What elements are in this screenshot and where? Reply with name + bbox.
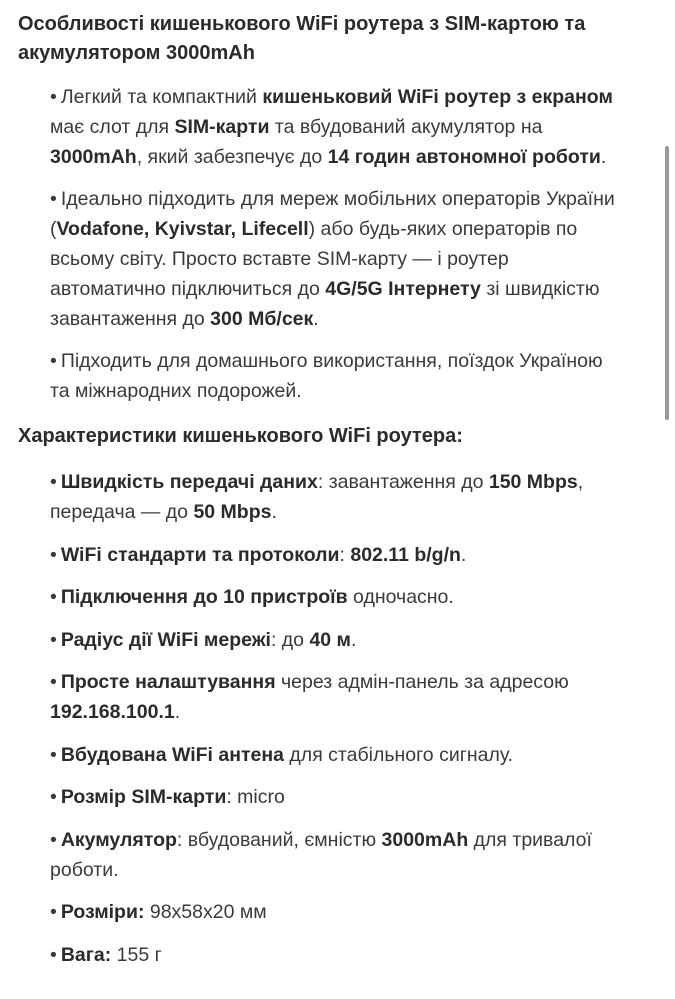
bold-text: Розміри: xyxy=(60,901,145,923)
bold-text: 4G/5G Інтернету xyxy=(325,278,481,300)
bold-text: 3000mAh xyxy=(50,146,137,168)
feature-item xyxy=(50,184,618,334)
bold-text: Vodafone, Kyivstar, Lifecell xyxy=(56,218,309,240)
scrollbar-thumb[interactable] xyxy=(665,146,669,420)
text: має слот для xyxy=(50,116,175,138)
bold-text: Розмір SIM-карти xyxy=(60,786,227,808)
text: та вбудований акумулятор на xyxy=(269,116,543,138)
bullet-icon: • xyxy=(50,471,57,493)
text: . xyxy=(174,701,181,723)
bold-text: 802.11 b/g/n xyxy=(350,543,461,566)
bold-text: WiFi стандарти та протоколи xyxy=(60,543,340,566)
text: : до xyxy=(270,628,310,651)
bold-text: 40 м xyxy=(309,628,351,651)
text: одночасно. xyxy=(347,586,454,608)
bullet-icon: • xyxy=(50,786,57,808)
text: через адмін-панель за адресою xyxy=(275,671,569,693)
bullet-icon: • xyxy=(50,671,57,693)
text: . xyxy=(600,146,607,168)
bold-text: 14 годин автономної роботи xyxy=(327,146,601,168)
text: 155 г xyxy=(111,943,162,966)
text: , який забезпечує до xyxy=(136,146,328,168)
text: . xyxy=(313,308,319,330)
bullet-icon: • xyxy=(50,901,57,923)
spec-item xyxy=(50,667,618,727)
text: Ідеально підходить для мереж мобільних операторів України ( xyxy=(50,188,615,240)
spec-item xyxy=(50,740,618,770)
bullet-icon: • xyxy=(50,188,57,210)
text: Легкий та компактний xyxy=(60,86,263,108)
bold-text: Підключення до 10 пристроїв xyxy=(60,586,348,608)
bold-text: 192.168.100.1 xyxy=(50,701,175,723)
features-heading: Особливості кишенькового WiFi роутера з SIM-картою та акумулятором 3000mAh xyxy=(18,13,586,64)
bullet-icon: • xyxy=(50,86,57,108)
bullet-icon: • xyxy=(50,350,57,372)
text: для тривалої роботи. xyxy=(50,828,592,881)
text: : micro xyxy=(226,786,285,808)
bullet-icon: • xyxy=(50,743,57,766)
feature-item xyxy=(50,346,618,406)
spec-item xyxy=(50,467,618,527)
bold-text: Вага: xyxy=(60,943,112,966)
bullet-icon: • xyxy=(50,943,57,966)
spec-item xyxy=(50,582,618,612)
features-list xyxy=(18,82,618,406)
spec-item xyxy=(50,825,618,885)
bullet-icon: • xyxy=(50,543,57,566)
bullet-icon: • xyxy=(50,628,57,651)
text: зі швидкістю завантаження до xyxy=(50,278,600,330)
bold-text: 150 Mbps xyxy=(488,471,578,493)
bold-text: кишеньковий WiFi роутер з екраном xyxy=(262,86,613,108)
text: , передача — до xyxy=(50,471,584,523)
text: : вбудований, ємністю xyxy=(176,828,382,851)
text: . xyxy=(271,501,277,523)
bold-text: Швидкість передачі даних xyxy=(60,471,318,493)
text: Підходить для домашнього використання, поїздок Україною та міжнародних подорожей. xyxy=(50,350,603,402)
bold-text: Просте налаштування xyxy=(60,671,276,693)
bold-text: Радіус дії WiFi мережі xyxy=(60,628,271,651)
text: для стабільного сигналу. xyxy=(284,743,514,766)
text: . xyxy=(460,543,467,566)
text: 98x58x20 мм xyxy=(144,901,267,923)
bold-text: Акумулятор xyxy=(60,828,177,851)
bold-text: 300 Мб/сек xyxy=(210,308,314,330)
spec-item xyxy=(50,625,618,655)
text: : завантаження до xyxy=(317,471,489,493)
bold-text: Вбудована WiFi антена xyxy=(60,743,285,766)
text: ) або будь-яких операторів по всьому світу. Просто вставте SIM-карту — і роутер автоматично підключиться до xyxy=(50,218,578,300)
spec-item xyxy=(50,897,618,927)
feature-item xyxy=(50,82,618,172)
bold-text: 3000mAh xyxy=(381,828,469,851)
specs-list xyxy=(18,467,618,970)
product-description xyxy=(18,8,618,982)
specs-heading: Характеристики кишенькового WiFi роутера: xyxy=(18,425,463,447)
spec-item xyxy=(50,540,618,570)
bold-text: 50 Mbps xyxy=(193,501,272,523)
text: . xyxy=(350,628,357,651)
spec-item xyxy=(50,782,618,812)
spec-item xyxy=(50,940,618,970)
bullet-icon: • xyxy=(50,586,57,608)
bullet-icon: • xyxy=(50,828,57,851)
text: : xyxy=(339,543,351,566)
bold-text: SIM-карти xyxy=(174,116,270,138)
